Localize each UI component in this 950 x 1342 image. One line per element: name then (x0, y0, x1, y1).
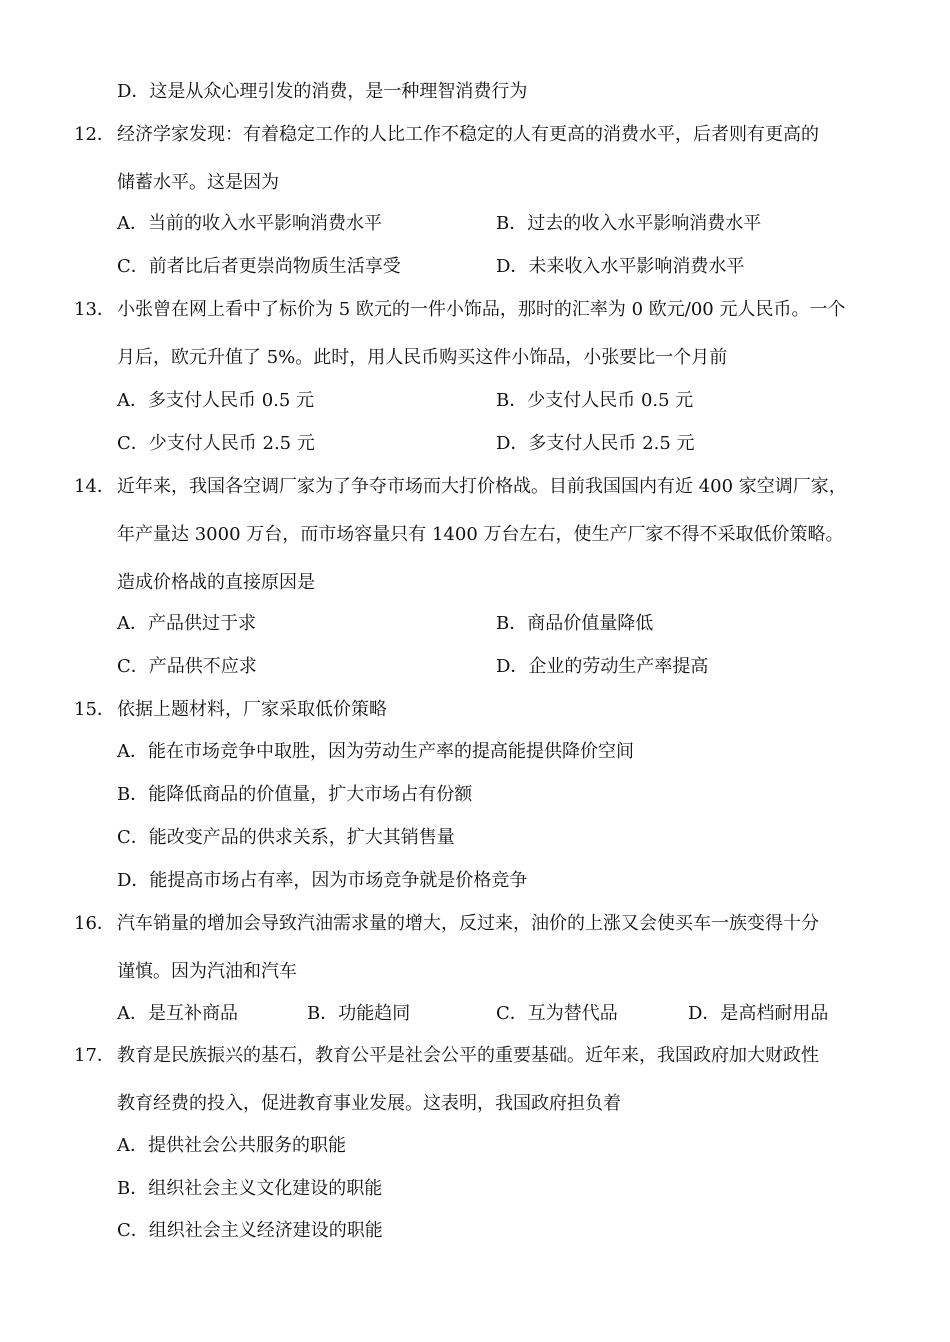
q13-number: 13． (74, 299, 115, 320)
q16-option-a: A．是互补商品 (117, 1003, 238, 1024)
q17-option-c: C．组织社会主义经济建设的职能 (117, 1220, 383, 1241)
q17-option-b: B．组织社会主义文化建设的职能 (117, 1178, 383, 1199)
q14-stem-line-3: 造成价格战的直接原因是 (117, 572, 315, 593)
q16-option-d: D．是高档耐用品 (688, 1003, 829, 1024)
q16-number: 16． (74, 913, 115, 934)
q16-stem-line-2: 谨慎。因为汽油和汽车 (117, 961, 297, 982)
q17-stem-line-1: 教育是民族振兴的基石，教育公平是社会公平的重要基础。近年来，我国政府加大财政性 (117, 1045, 819, 1066)
q16-option-c: C．互为替代品 (496, 1003, 618, 1024)
q16-stem-line-1: 汽车销量的增加会导致汽油需求量的增大，反过来，油价的上涨又会使买车一族变得十分 (117, 913, 819, 934)
q14-stem-line-1: 近年来，我国各空调厂家为了争夺市场而大打价格战。目前我国国内有近 400 家空调厂家， (117, 476, 847, 497)
q13-option-b: B．少支付人民币 0.5 元 (496, 390, 694, 411)
q15-option-b: B．能降低商品的价值量，扩大市场占有份额 (117, 784, 473, 805)
q13-stem-line-1: 小张曾在网上看中了标价为 5 欧元的一件小饰品，那时的汇率为 0 欧元/00 元人民币。一个 (117, 299, 846, 320)
q12-stem-line-1: 经济学家发现：有着稳定工作的人比工作不稳定的人有更高的消费水平，后者则有更高的 (117, 124, 819, 145)
q12-option-b: B．过去的收入水平影响消费水平 (496, 213, 762, 234)
q12-option-d: D．未来收入水平影响消费水平 (496, 256, 745, 277)
q11-option-d: D．这是从众心理引发的消费，是一种理智消费行为 (117, 81, 528, 102)
q12-stem-line-2: 储蓄水平。这是因为 (117, 172, 279, 193)
q14-option-b: B．商品价值量降低 (496, 613, 654, 634)
q14-option-c: C．产品供不应求 (117, 656, 257, 677)
q15-number: 15． (74, 699, 115, 720)
q15-option-a: A．能在市场竞争中取胜，因为劳动生产率的提高能提供降价空间 (117, 741, 634, 762)
q14-option-d: D．企业的劳动生产率提高 (496, 656, 709, 677)
q13-option-d: D．多支付人民币 2.5 元 (496, 433, 695, 454)
q15-option-c: C．能改变产品的供求关系，扩大其销售量 (117, 827, 455, 848)
q13-option-a: A．多支付人民币 0.5 元 (117, 390, 315, 411)
q12-option-a: A．当前的收入水平影响消费水平 (117, 213, 382, 234)
q16-option-b: B．功能趋同 (307, 1003, 411, 1024)
q14-stem-line-2: 年产量达 3000 万台，而市场容量只有 1400 万台左右，使生产厂家不得不采取低价策略。 (117, 524, 844, 545)
q14-number: 14． (74, 476, 115, 497)
q17-stem-line-2: 教育经费的投入，促进教育事业发展。这表明，我国政府担负着 (117, 1093, 621, 1114)
q12-number: 12． (74, 124, 115, 145)
q17-number: 17． (74, 1045, 115, 1066)
q13-stem-line-2: 月后，欧元升值了 5%。此时，用人民币购买这件小饰品，小张要比一个月前 (117, 347, 728, 368)
q12-option-c: C．前者比后者更崇尚物质生活享受 (117, 256, 401, 277)
q15-stem-line-1: 依据上题材料，厂家采取低价策略 (117, 699, 387, 720)
q14-option-a: A．产品供过于求 (117, 613, 256, 634)
q17-option-a: A．提供社会公共服务的职能 (117, 1135, 346, 1156)
q13-option-c: C．少支付人民币 2.5 元 (117, 433, 315, 454)
q15-option-d: D．能提高市场占有率，因为市场竞争就是价格竞争 (117, 870, 528, 891)
